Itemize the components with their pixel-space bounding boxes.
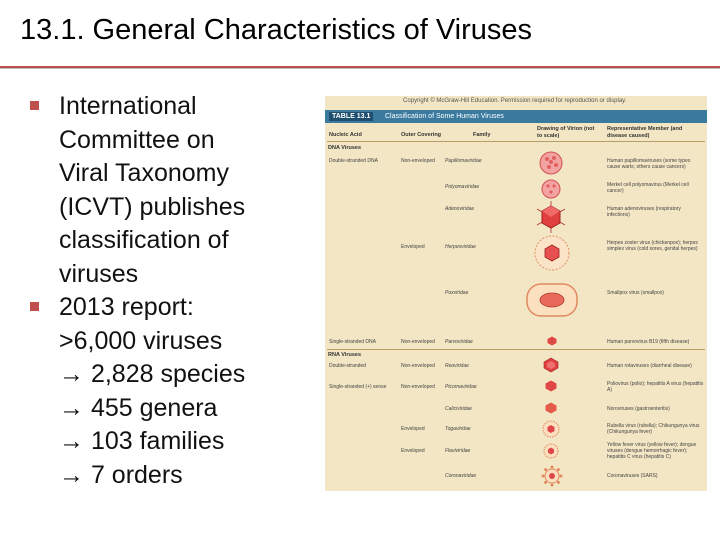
bullet-report [30, 291, 315, 492]
bullet-line: → 2,828 species [59, 360, 246, 388]
cell-family: Poxviridae [445, 290, 469, 296]
cell-covering: Enveloped [401, 426, 425, 432]
section-dna: DNA Viruses [328, 145, 362, 151]
bullet-line: Viral Taxonomy [59, 159, 229, 187]
table-copyright: Copyright © McGraw-Hill Education. Permission required for reproduction or display. [403, 98, 627, 104]
col-nucleic-acid: Nucleic Acid [329, 132, 362, 138]
cell-member: Smallpox virus (smallpox) [607, 290, 664, 296]
papillomavirus-drawing-icon [539, 151, 563, 175]
col-member: Representative Member (and disease caused) [607, 126, 683, 139]
slide-title: 13.1. General Characteristics of Viruses [20, 14, 533, 46]
cell-covering: Non-enveloped [401, 339, 435, 345]
adenovirus-drawing-icon [535, 200, 567, 234]
virus-classification-table [325, 96, 707, 491]
cell-member: Herpes zoster virus (chickenpox); herpes simplex virus (cold sores, genital herpes) [607, 240, 698, 252]
bullet-icvt [30, 90, 315, 291]
cell-member: Human parvovirus B19 (fifth disease) [607, 339, 690, 345]
table-caption: Classification of Some Human Viruses [385, 113, 504, 120]
cell-member: Rubella virus (rubella); Chikungunya virus (Chikungunya fever) [607, 423, 700, 435]
bullet-list [30, 90, 315, 492]
cell-covering: Enveloped [401, 244, 425, 250]
bullet-line: >6,000 viruses [59, 326, 223, 355]
table-divider [327, 141, 705, 142]
cell-family: Togaviridae [445, 426, 471, 432]
cell-member: Human papillomaviruses (some types cause warts; others cause cancers) [607, 158, 691, 170]
bullet-line: 2013 report: [59, 293, 194, 321]
cell-nucleic: Single-stranded (+) sense [329, 384, 387, 390]
table-divider [327, 349, 705, 350]
togavirus-drawing-icon [542, 420, 560, 438]
cell-member: Human adenoviruses (respiratory infections) [607, 206, 681, 218]
col-family: Family [473, 132, 491, 138]
cell-family: Polyomaviridae [445, 184, 480, 190]
bullet-line: classification of [59, 226, 229, 254]
cell-family: Flaviviridae [445, 448, 471, 454]
bullet-line: viruses [59, 259, 139, 288]
cell-family: Adenoviridae [445, 206, 475, 212]
cell-covering: Non-enveloped [401, 384, 435, 390]
coronavirus-drawing-icon [541, 465, 563, 487]
bullet-line: International [59, 92, 197, 120]
title-underline-shadow [0, 68, 720, 69]
cell-nucleic: Single-stranded DNA [329, 339, 376, 345]
cell-member: Human rotaviruses (diarrheal disease) [607, 363, 692, 369]
bullet-marker [30, 101, 39, 110]
section-rna: RNA Viruses [328, 352, 362, 358]
cell-family: Herpesviridae [445, 244, 476, 250]
cell-family: Parvoviridae [445, 339, 473, 345]
table-header-bar [325, 110, 707, 123]
cell-member: Yellow fever virus (yellow fever); dengue viruses (dengue hemorrhagic fever); hepatitis C virus (hepatitis C) [607, 442, 697, 460]
cell-covering: Non-enveloped [401, 158, 435, 164]
calicivirus-drawing-icon [545, 402, 557, 414]
cell-family: Coronaviridae [445, 473, 477, 479]
bullet-line: → 103 families [59, 427, 225, 455]
cell-member: Merkel cell polyomavirus (Merkel cell cancer) [607, 182, 689, 194]
cell-member: Noroviruses (gastroenteritis) [607, 406, 670, 412]
cell-covering: Non-enveloped [401, 363, 435, 369]
herpesvirus-drawing-icon [533, 234, 571, 272]
cell-family: Picornaviridae [445, 384, 477, 390]
cell-family: Reoviridae [445, 363, 469, 369]
reovirus-drawing-icon [543, 357, 559, 373]
cell-member: Coronaviruses (SARS) [607, 473, 658, 479]
bullet-line: Committee on [59, 125, 215, 154]
cell-covering: Enveloped [401, 448, 425, 454]
col-drawing: Drawing of Virion (not to scale) [537, 126, 595, 139]
cell-family: Papillomaviridae [445, 158, 482, 164]
col-outer-covering: Outer Covering [401, 132, 442, 138]
bullet-line: → 7 orders [59, 460, 183, 489]
cell-nucleic: Double-stranded DNA [329, 158, 378, 164]
bullet-line: (ICVT) publishes [59, 192, 246, 221]
table-number: TABLE 13.1 [329, 112, 373, 121]
poxvirus-drawing-icon [525, 280, 579, 320]
parvovirus-drawing-icon [547, 336, 557, 346]
cell-nucleic: Double-stranded [329, 363, 366, 369]
polyomavirus-drawing-icon [541, 179, 561, 199]
bullet-line: → 455 genera [59, 393, 218, 422]
bullet-marker [30, 302, 39, 311]
cell-family: Caliciviridae [445, 406, 472, 412]
cell-member: Poliovirus (polio); hepatitis A virus (hepatitis A) [607, 381, 704, 393]
flavivirus-drawing-icon [543, 443, 559, 459]
picornavirus-drawing-icon [545, 380, 557, 392]
